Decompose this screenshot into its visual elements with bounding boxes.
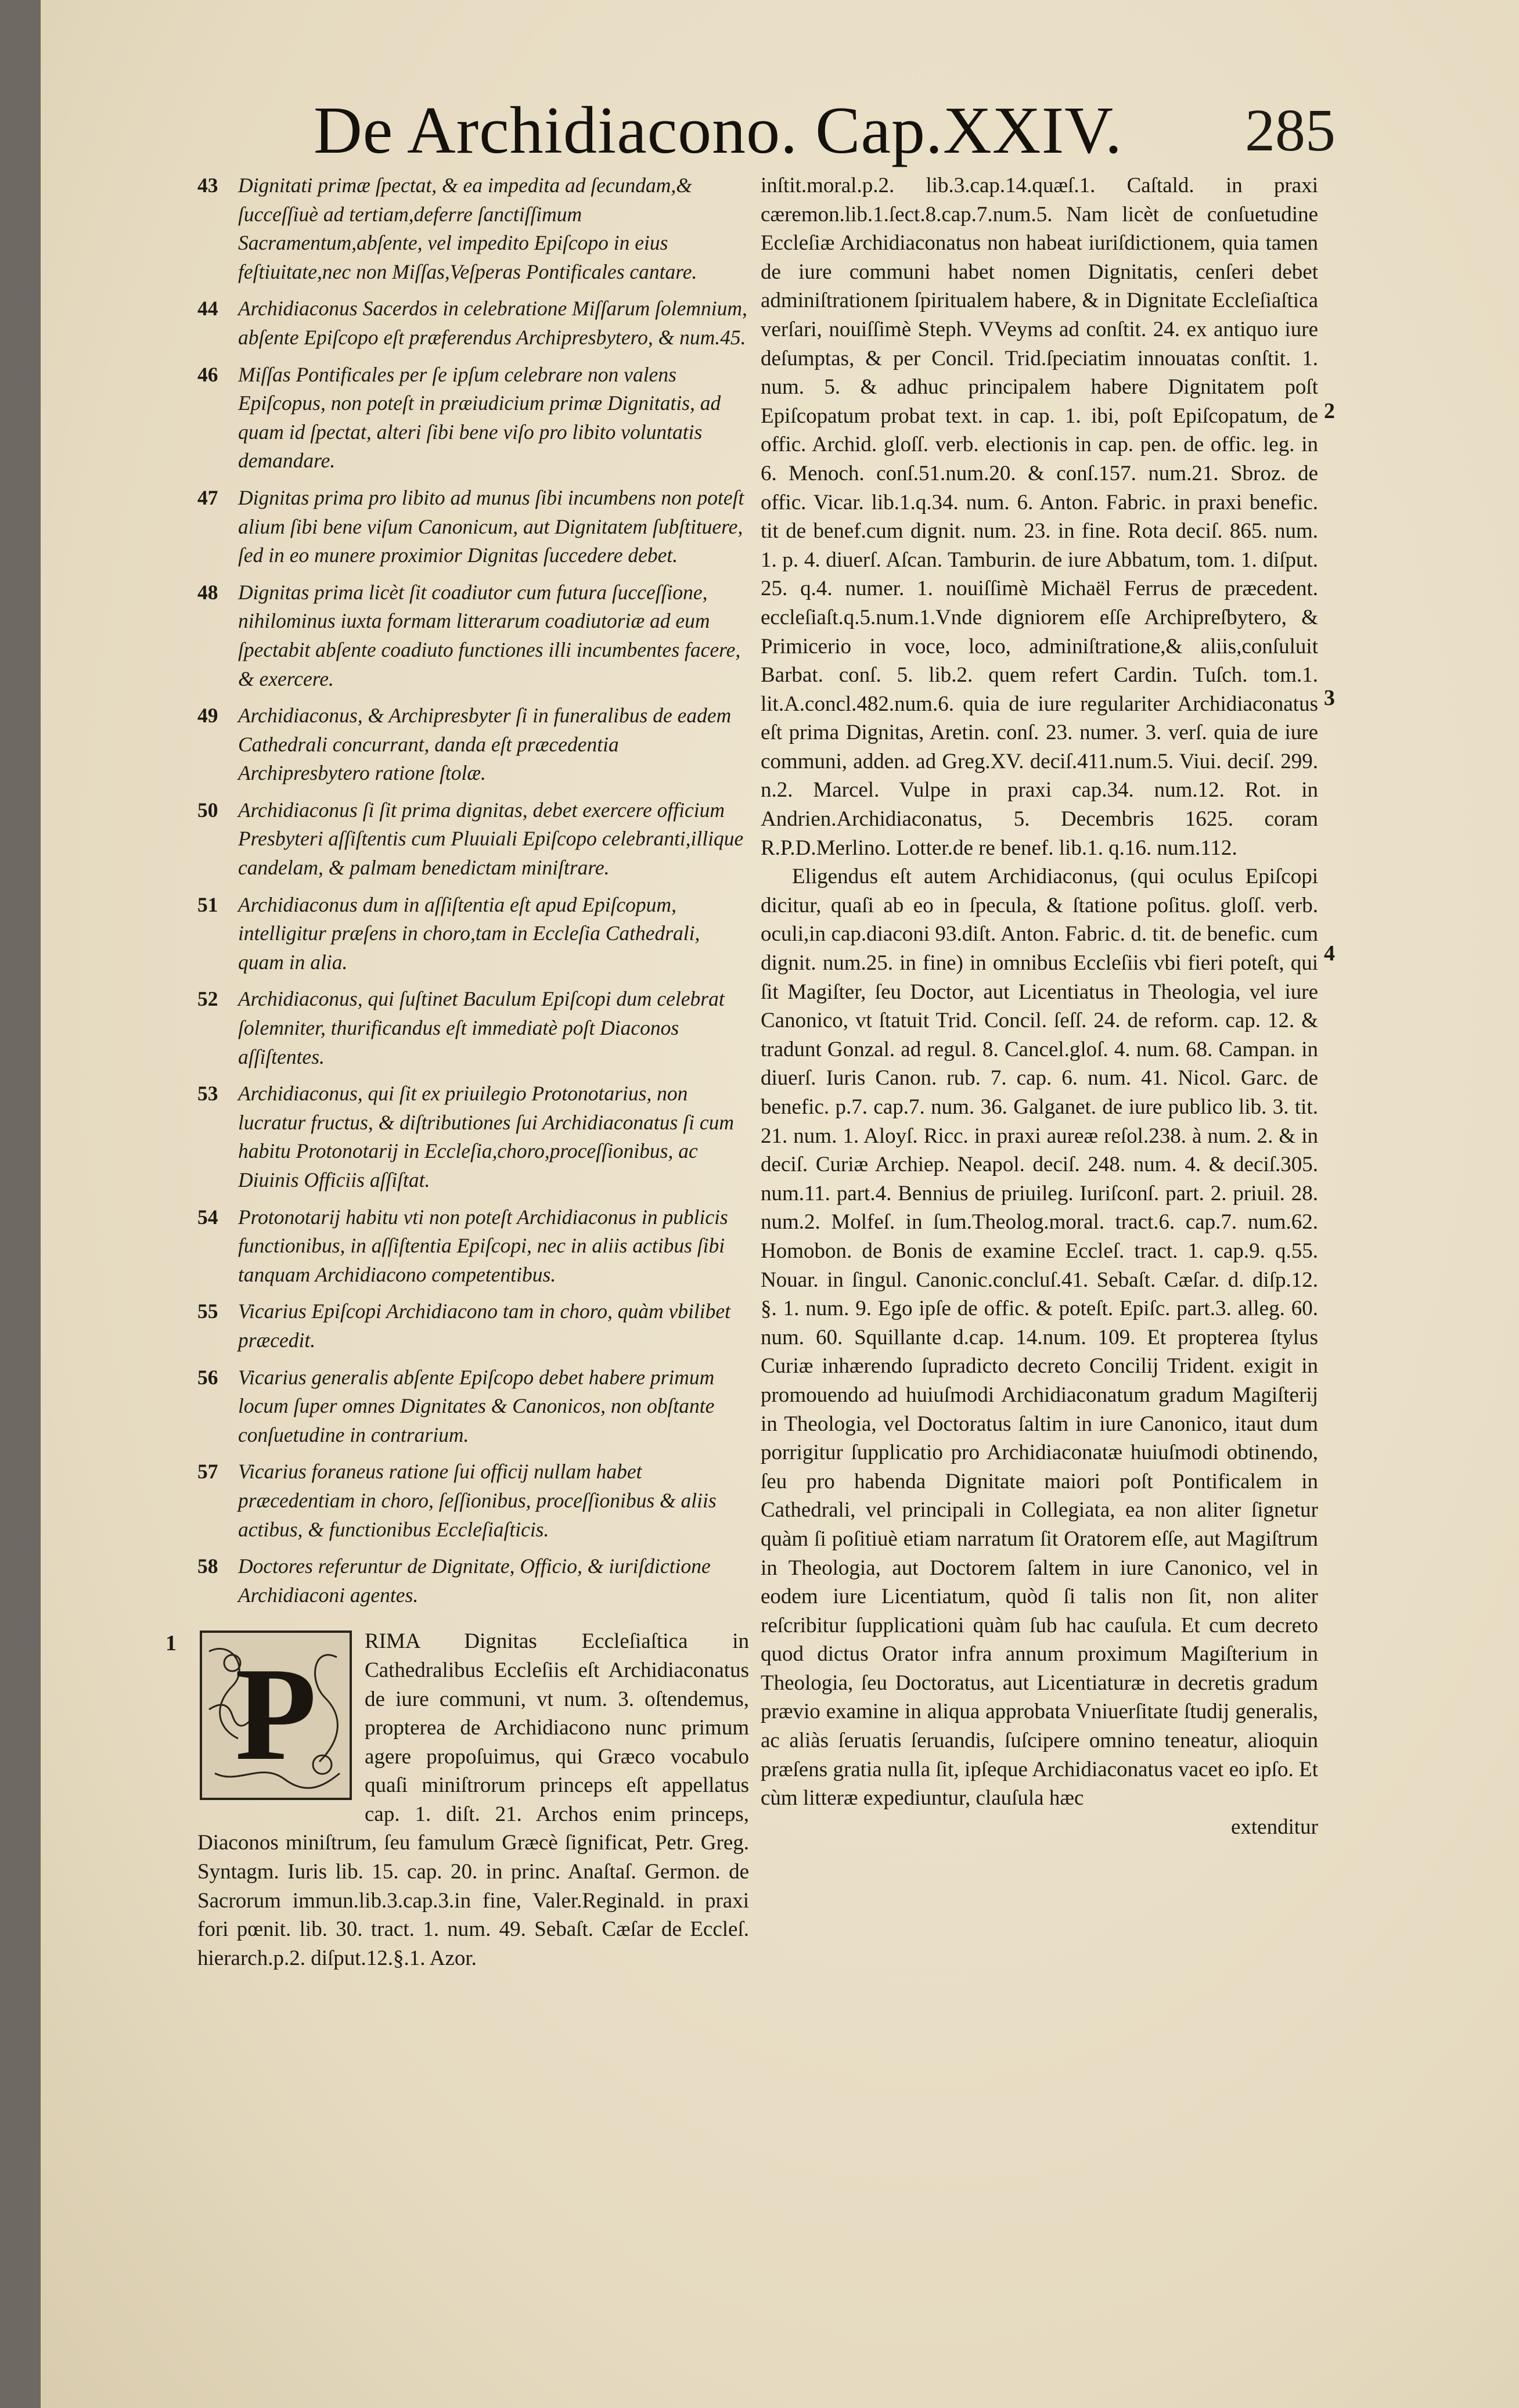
- running-title: De Archidiacono. Cap.XXIV.: [314, 93, 1123, 168]
- summary-text: Archidiaconus ſi ſit prima dignitas, debet exercere officium Presbyteri aſſiſtentis cum Pluuiali Epiſcopo celebranti,illique candelam, & palmam benedictam miniſtrare.: [238, 798, 744, 880]
- summary-text: Miſſas Pontificales per ſe ipſum celebrare non valens Epiſcopus, non poteſt in præiudicium primæ Dignitatis, ad quam id ſpectat, alteri ſibi bene viſo pro libito voluntatis demandare.: [238, 362, 721, 473]
- summary-item: [197, 891, 749, 977]
- summary-item: [197, 701, 749, 788]
- summary-number: 48: [197, 580, 218, 604]
- summary-number: 53: [197, 1082, 218, 1106]
- summary-number: 54: [197, 1205, 218, 1229]
- summary-text: Vicarius generalis abſente Epiſcopo debet habere primum locum ſuper omnes Dignitates & Canonicos, non obſtante conſuetudine in contrarium.: [238, 1365, 715, 1446]
- summary-number: 57: [197, 1460, 218, 1484]
- margin-number: 3: [1324, 686, 1335, 710]
- summary-item: [197, 484, 749, 570]
- summary-number: 47: [197, 485, 218, 509]
- catchword: extenditur: [1230, 1815, 1318, 1839]
- summary-item: [197, 1079, 749, 1194]
- page-number: 285: [1245, 97, 1336, 164]
- summary-text: Vicarius Epiſcopi Archidiacono tam in choro, quàm vbilibet præcedit.: [238, 1300, 730, 1352]
- intro-paragraph: [165, 1627, 749, 1973]
- summary-item: [197, 1552, 749, 1610]
- summary-item: [197, 578, 749, 693]
- summary-number: 58: [197, 1554, 218, 1578]
- summary-text: Dignitas prima licèt ſit coadiutor cum futura ſucceſſione, nihilominus iuxta formam litterarum coadiutoriæ ad eum ſpectabit abſente coadiuto functiones illi incumbentes facere, & exercere.: [238, 580, 741, 690]
- commentary-paragraph-2: Eligendus eſt autem Archidiaconus, (qui oculus Epiſcopi dicitur, quaſi ab eo in ſpecula, & ſtatione poſitus. gloſſ. verb. oculi,in cap.diaconi 93.diſt. Anton. Fabric. d. tit. de benefic. cum dignit. num.25. in fine) in omnibus Eccleſiis vbi fieri poteſt, qui ſit Magiſter, ſeu Doctor, aut Licentiatus in Theologia, vel iure Canonico, vt ſtatuit Trid. Concil. ſeſſ. 24. de reform. cap. 12. & tradunt Gonzal. ad regul. 8. Cancel.gloſ. 4. num. 68. Campan. in diuerſ. Iuris Canon. rub. 7. cap. 6. num. 41. Nicol. Garc. de benefic. p.7. cap.7. num. 36. Galganet. de iure publico lib. 3. tit. 21. num. 1. Aloyſ. Ricc. in praxi aureæ reſol.238. à num. 2. & in deciſ. Curiæ Archiep. Neapol. deciſ. 248. num. 4. & deciſ.305. num.11. part.4. Bennius de priuileg. Iuriſconſ. part. 2. priuil. 28. num.2. Molfeſ. in ſum.Theolog.moral. tract.6. cap.7. num.62. Homobon. de Bonis de examine Eccleſ. tract. 1. cap.9. q.55. Nouar. in ſingul. Canonic.concluſ.41. Sebaſt. Cæſar. d. diſp.12. §. 1. num. 9. Ego ipſe de offic. & poteſt. Epiſc. part.3. alleg. 60. num. 60. Squillante d.cap. 14.num. 109. Et propterea ſtylus Curiæ inhærendo ſupradicto decreto Concilij Trident. exigit in promouendo ad huiuſmodi Archidiaconatum gradum Magiſterij in Theologia, vel Doctoratus ſaltim in iure Canonico, itaut dum porrigitur ſupplicatio pro Archidiaconatæ huiuſmodi obtinendo, ſeu pro habenda Dignitate maiori poſt Pontificalem in Cathedrali, vel principali in Collegiata, ea non aliter ſignetur quàm ſi poſitiuè etiam narratum ſit Oratorem eſſe, aut Magiſtrum in Theologia, aut Doctorem ſaltem in iure Canonico, vel in eodem iure Licentiatum, quòd ſi talis non ſit, non aliter reſcribitur ſupplicationi quàm ſub hac cauſula. Et cum decreto quod dictus Orator infra annum proximum Magiſterium in Theologia, ſeu Doctoratus, aut Licentiaturæ in decretis gradum prævio examine in aliqua approbata Vniuerſitate ſtudij generalis, ac aliàs ſeruatis ſeruandis, ſuſcipere omnino teneatur, alioquin præſens gratia nulla ſit, ipſeque Archidiaconatus vacet eo ipſo. Et cùm litteræ expediuntur, clauſula hæc: [761, 865, 1318, 1811]
- summary-number: 44: [197, 297, 218, 321]
- summary-item: [197, 171, 749, 286]
- summary-number: 49: [197, 704, 218, 728]
- summary-list: [197, 171, 749, 1610]
- commentary-paragraph-1: inſtit.moral.p.2. lib.3.cap.14.quæſ.1. Caſtald. in praxi cæremon.lib.1.ſect.8.cap.7.num.5. Nam licèt de conſuetudine Eccleſiæ Archidiaconatus non habeat iuriſdictionem, quia tamen de iure communi habet nomen Dignitatis, cenſeri debet adminiſtrationem ſpiritualem habere, & in Dignitate Eccleſiaſtica verſari, nouiſſimè Steph. VVeyms ad conſtit. 24. ex antiquo iure deſumptas, & per Concil. Trid.ſpeciatim innouatas conſtit. 1. num. 5. & adhuc principalem habere Dignitatem poſt Epiſcopatum probat text. in cap. 1. ibi, poſt Epiſcopatum, de offic. Archid. gloſſ. verb. electionis in cap. pen. de offic. leg. in 6. Menoch. conſ.51.num.20. & conſ.157. num.21. Sbroz. de offic. Vicar. lib.1.q.34. num. 6. Anton. Fabric. in praxi benefic. tit de benef.cum dignit. num. 23. in fine. Rota deciſ. 865. num. 1. p. 4. diuerſ. Aſcan. Tamburin. de iure Abbatum, tom. 1. diſput. 25. q.4. numer. 1. nouiſſimè Michaël Ferrus de præcedent. eccleſiaſt.q.5.num.1.Vnde digniorem eſſe Archipreſbytero, & Primicerio in voce, loco, adminiſtratione,& aliis,conſuluit Barbat. conſ. 5. lib.2. quem refert Cardin. Tuſch. tom.1. lit.A.concl.482.num.6. quia de iure regulariter Archidiaconatus eſt prima Dignitas, Aretin. conſ. 23. numer. 3. verſ. quia de iure communi, adden. ad Greg.XV. deciſ.411.num.5. Viui. deciſ. 299. n.2. Marcel. Vulpe in praxi cap.34. num.12. Rot. in Andrien.Archidiaconatus, 5. Decembris 1625. coram R.P.D.Merlino. Lotter.de re benef. lib.1. q.16. num.112.: [761, 174, 1318, 860]
- ornate-initial-icon: [197, 1628, 354, 1802]
- left-column: [165, 171, 749, 1973]
- decorated-initial: [197, 1628, 354, 1802]
- summary-text: Archidiaconus dum in aſſiſtentia eſt apud Epiſcopum, intelligitur præſens in choro,tam in Eccleſia Cathedrali, quam in alia.: [238, 892, 700, 974]
- summary-item: [197, 1203, 749, 1290]
- margin-number: 2: [1324, 399, 1335, 423]
- margin-number: 4: [1324, 941, 1335, 966]
- summary-text: Dignitas prima pro libito ad munus ſibi incumbens non poteſt alium ſibi bene viſum Canonicum, aut Dignitatem ſubſtituere, ſed in eo munere proximior Dignitas ſuccedere debet.: [238, 485, 744, 567]
- intro-text: RIMA Dignitas Eccleſiaſtica in Cathedralibus Eccleſiis eſt Archidiaconatus de iure communi, vt num. 3. oſtendemus, propterea de Archidiacono nunc primum agere propoſuimus, qui Græco vocabulo quaſi miniſtrorum princeps eſt appellatus cap. 1. diſt. 21. Archos enim princeps, Diaconos miniſtrum, ſeu famulum Græcè ſignificat, Petr. Greg. Syntagm. Iuris lib. 15. cap. 20. in princ. Anaſtaſ. Germon. de Sacrorum immun.lib.3.cap.3.in fine, Valer.Reginald. in praxi fori pœnit. lib. 30. tract. 1. num. 49. Sebaſt. Cæſar de Eccleſ. hierarch.p.2. diſput.12.§.1. Azor.: [197, 1629, 749, 1970]
- summary-number: 51: [197, 892, 218, 916]
- summary-text: Protonotarij habitu vti non poteſt Archidiaconus in publicis functionibus, in aſſiſtentia Epiſcopi, nec in aliis actibus ſibi tanquam Archidiacono competentibus.: [238, 1205, 728, 1286]
- page-header: [314, 93, 1336, 174]
- summary-number: 52: [197, 987, 218, 1011]
- summary-item: [197, 361, 749, 476]
- right-column: [761, 171, 1318, 1841]
- summary-item: [197, 1457, 749, 1544]
- summary-item: [197, 1297, 749, 1355]
- summary-number: 46: [197, 362, 218, 386]
- summary-text: Archidiaconus, qui ſit ex priuilegio Protonotarius, non lucratur fructus, & diſtributiones ſui Archidiaconatus ſi cum habitu Protonotarij in Eccleſia,choro,proceſſionibus, ac Diuinis Officiis aſſiſtat.: [238, 1082, 734, 1192]
- summary-text: Vicarius foraneus ratione ſui officij nullam habet præcedentiam in choro, ſeſſionibus, proceſſionibus & aliis actibus, & functionibus Eccleſiaſticis.: [238, 1460, 717, 1541]
- summary-number: 55: [197, 1300, 218, 1323]
- summary-number: 50: [197, 798, 218, 822]
- summary-item: [197, 985, 749, 1071]
- summary-number: 43: [197, 174, 218, 197]
- book-page: [41, 0, 1519, 2408]
- summary-text: Doctores referuntur de Dignitate, Officio, & iuriſdictione Archidiaconi agentes.: [238, 1554, 711, 1607]
- summary-text: Archidiaconus Sacerdos in celebratione Miſſarum ſolemnium, abſente Epiſcopo eſt præferendus Archipresbytero, & num.45.: [238, 297, 747, 349]
- summary-text: Dignitati primæ ſpectat, & ea impedita ad ſecundam,& ſucceſſiuè ad tertiam,deferre ſanctiſſimum Sacramentum,abſente, vel impedito Epiſcopo in eius feſtiuitate,nec non Miſſas,Veſperas Pontificales cantare.: [238, 174, 697, 283]
- summary-text: Archidiaconus, & Archipresbyter ſi in funeralibus de eadem Cathedrali concurrant, danda eſt præcedentia Archipresbytero ratione ſtolæ.: [238, 704, 732, 785]
- summary-text: Archidiaconus, qui ſuſtinet Baculum Epiſcopi dum celebrat ſolemniter, thurificandus eſt immediatè poſt Diaconos aſſiſtentes.: [238, 987, 725, 1068]
- summary-item: [197, 294, 749, 352]
- summary-item: [197, 1363, 749, 1450]
- svg-text:P: P: [235, 1640, 317, 1788]
- summary-number: 56: [197, 1365, 218, 1389]
- summary-item: [197, 796, 749, 883]
- paragraph-number: 1: [165, 1631, 177, 1656]
